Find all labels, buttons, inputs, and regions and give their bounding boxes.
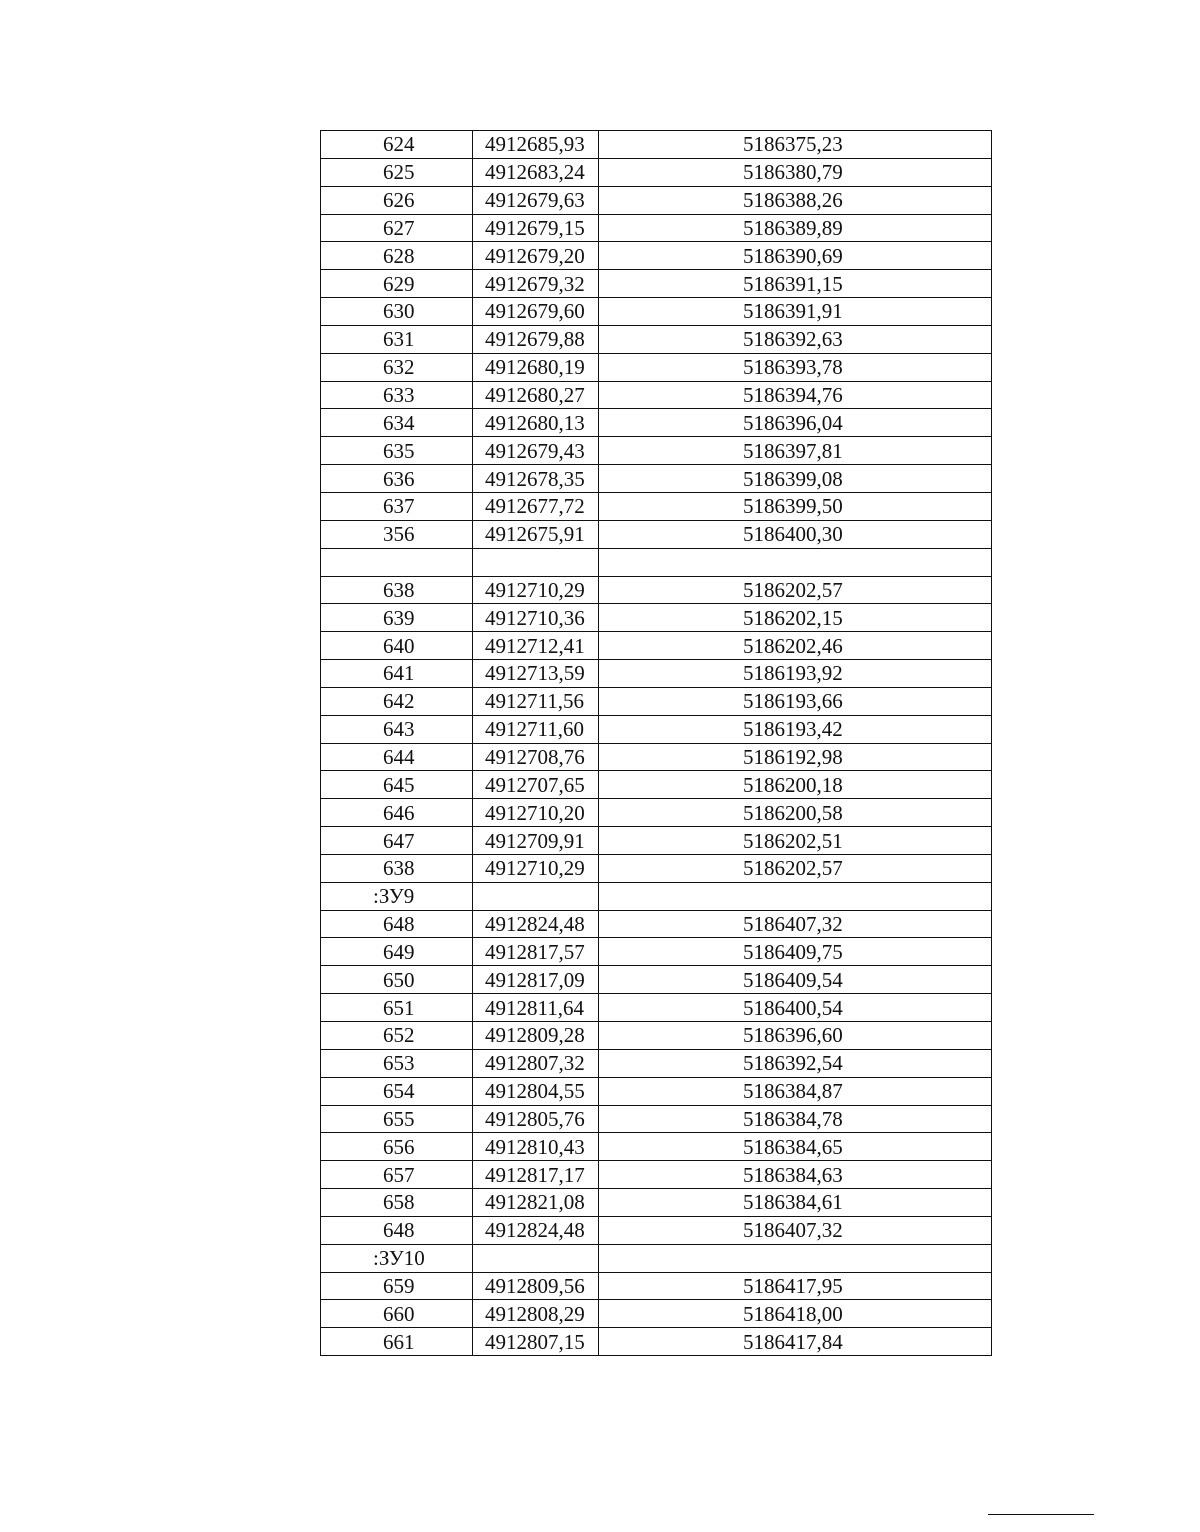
point-number-cell — [321, 548, 473, 576]
table-row — [321, 938, 992, 966]
x-coordinate-cell: 4912711,56 — [473, 687, 599, 715]
y-coordinate-cell: 5186390,69 — [599, 242, 992, 270]
table-row — [321, 1133, 992, 1161]
table-row — [321, 1300, 992, 1328]
x-coordinate-cell: 4912685,93 — [473, 131, 599, 159]
point-number-cell: 654 — [321, 1077, 473, 1105]
x-coordinate-cell: 4912817,57 — [473, 938, 599, 966]
table-row — [321, 214, 992, 242]
table-row — [321, 381, 992, 409]
point-number-cell: 637 — [321, 492, 473, 520]
x-coordinate-cell: 4912710,29 — [473, 576, 599, 604]
table-row — [321, 465, 992, 493]
x-coordinate-cell: 4912679,32 — [473, 270, 599, 298]
x-coordinate-cell: 4912679,63 — [473, 186, 599, 214]
point-number-cell: 630 — [321, 298, 473, 326]
point-number-cell: 648 — [321, 1216, 473, 1244]
y-coordinate-cell: 5186394,76 — [599, 381, 992, 409]
x-coordinate-cell — [473, 882, 599, 910]
x-coordinate-cell: 4912805,76 — [473, 1105, 599, 1133]
x-coordinate-cell: 4912712,41 — [473, 632, 599, 660]
table-row — [321, 492, 992, 520]
table-row — [321, 771, 992, 799]
section-label-cell: :ЗУ9 — [321, 882, 473, 910]
table-row — [321, 1216, 992, 1244]
y-coordinate-cell: 5186375,23 — [599, 131, 992, 159]
x-coordinate-cell: 4912677,72 — [473, 492, 599, 520]
point-number-cell: 661 — [321, 1328, 473, 1356]
point-number-cell: 634 — [321, 409, 473, 437]
y-coordinate-cell: 5186384,61 — [599, 1189, 992, 1217]
point-number-cell: 625 — [321, 158, 473, 186]
x-coordinate-cell: 4912807,15 — [473, 1328, 599, 1356]
table-row — [321, 1189, 992, 1217]
point-number-cell: 646 — [321, 799, 473, 827]
y-coordinate-cell: 5186202,57 — [599, 854, 992, 882]
point-number-cell: 627 — [321, 214, 473, 242]
table-row — [321, 242, 992, 270]
table-row — [321, 1105, 992, 1133]
x-coordinate-cell: 4912824,48 — [473, 1216, 599, 1244]
x-coordinate-cell: 4912804,55 — [473, 1077, 599, 1105]
y-coordinate-cell: 5186384,63 — [599, 1161, 992, 1189]
y-coordinate-cell: 5186202,46 — [599, 632, 992, 660]
x-coordinate-cell: 4912810,43 — [473, 1133, 599, 1161]
x-coordinate-cell: 4912824,48 — [473, 910, 599, 938]
y-coordinate-cell — [599, 548, 992, 576]
table-row — [321, 186, 992, 214]
y-coordinate-cell: 5186393,78 — [599, 353, 992, 381]
y-coordinate-cell: 5186384,87 — [599, 1077, 992, 1105]
table-row — [321, 325, 992, 353]
y-coordinate-cell: 5186399,50 — [599, 492, 992, 520]
x-coordinate-cell: 4912809,28 — [473, 1022, 599, 1050]
x-coordinate-cell: 4912817,17 — [473, 1161, 599, 1189]
point-number-cell: 638 — [321, 854, 473, 882]
point-number-cell: 657 — [321, 1161, 473, 1189]
table-row — [321, 715, 992, 743]
x-coordinate-cell: 4912710,36 — [473, 604, 599, 632]
y-coordinate-cell: 5186384,65 — [599, 1133, 992, 1161]
table-row — [321, 298, 992, 326]
x-coordinate-cell: 4912679,60 — [473, 298, 599, 326]
table-row — [321, 270, 992, 298]
table-row — [321, 1328, 992, 1356]
y-coordinate-cell: 5186400,54 — [599, 994, 992, 1022]
x-coordinate-cell — [473, 548, 599, 576]
y-coordinate-cell: 5186193,42 — [599, 715, 992, 743]
point-number-cell: 659 — [321, 1272, 473, 1300]
y-coordinate-cell: 5186397,81 — [599, 437, 992, 465]
x-coordinate-cell: 4912709,91 — [473, 827, 599, 855]
coordinates-table — [320, 130, 992, 1356]
x-coordinate-cell: 4912679,43 — [473, 437, 599, 465]
x-coordinate-cell: 4912679,15 — [473, 214, 599, 242]
point-number-cell: 647 — [321, 827, 473, 855]
point-number-cell: 655 — [321, 1105, 473, 1133]
x-coordinate-cell: 4912680,27 — [473, 381, 599, 409]
x-coordinate-cell: 4912821,08 — [473, 1189, 599, 1217]
x-coordinate-cell: 4912710,20 — [473, 799, 599, 827]
point-number-cell: 649 — [321, 938, 473, 966]
point-number-cell: 656 — [321, 1133, 473, 1161]
y-coordinate-cell: 5186409,54 — [599, 966, 992, 994]
y-coordinate-cell: 5186417,84 — [599, 1328, 992, 1356]
x-coordinate-cell: 4912683,24 — [473, 158, 599, 186]
table-row — [321, 994, 992, 1022]
table-row — [321, 437, 992, 465]
x-coordinate-cell: 4912707,65 — [473, 771, 599, 799]
table-row — [321, 1022, 992, 1050]
y-coordinate-cell — [599, 1244, 992, 1272]
y-coordinate-cell: 5186407,32 — [599, 1216, 992, 1244]
x-coordinate-cell: 4912811,64 — [473, 994, 599, 1022]
table-row — [321, 1161, 992, 1189]
x-coordinate-cell: 4912710,29 — [473, 854, 599, 882]
y-coordinate-cell: 5186202,57 — [599, 576, 992, 604]
point-number-cell: 651 — [321, 994, 473, 1022]
y-coordinate-cell: 5186396,60 — [599, 1022, 992, 1050]
y-coordinate-cell: 5186202,15 — [599, 604, 992, 632]
point-number-cell: 648 — [321, 910, 473, 938]
y-coordinate-cell: 5186391,91 — [599, 298, 992, 326]
y-coordinate-cell: 5186392,54 — [599, 1049, 992, 1077]
table-row — [321, 910, 992, 938]
y-coordinate-cell — [599, 882, 992, 910]
x-coordinate-cell: 4912678,35 — [473, 465, 599, 493]
y-coordinate-cell: 5186200,18 — [599, 771, 992, 799]
table-row — [321, 131, 992, 159]
point-number-cell: 660 — [321, 1300, 473, 1328]
point-number-cell: 626 — [321, 186, 473, 214]
y-coordinate-cell: 5186200,58 — [599, 799, 992, 827]
section-label-cell: :ЗУ10 — [321, 1244, 473, 1272]
y-coordinate-cell: 5186384,78 — [599, 1105, 992, 1133]
point-number-cell: 639 — [321, 604, 473, 632]
footer-rule — [988, 1514, 1094, 1515]
point-number-cell: 650 — [321, 966, 473, 994]
x-coordinate-cell: 4912809,56 — [473, 1272, 599, 1300]
y-coordinate-cell: 5186391,15 — [599, 270, 992, 298]
table-row — [321, 854, 992, 882]
point-number-cell: 641 — [321, 660, 473, 688]
y-coordinate-cell: 5186409,75 — [599, 938, 992, 966]
table-section-row — [321, 1244, 992, 1272]
point-number-cell: 643 — [321, 715, 473, 743]
point-number-cell: 658 — [321, 1189, 473, 1217]
y-coordinate-cell: 5186193,66 — [599, 687, 992, 715]
table-row — [321, 548, 992, 576]
table-row — [321, 604, 992, 632]
x-coordinate-cell: 4912713,59 — [473, 660, 599, 688]
point-number-cell: 636 — [321, 465, 473, 493]
x-coordinate-cell: 4912675,91 — [473, 520, 599, 548]
point-number-cell: 624 — [321, 131, 473, 159]
table-row — [321, 1272, 992, 1300]
x-coordinate-cell: 4912679,88 — [473, 325, 599, 353]
table-section-row — [321, 882, 992, 910]
x-coordinate-cell: 4912680,13 — [473, 409, 599, 437]
point-number-cell: 645 — [321, 771, 473, 799]
table-row — [321, 576, 992, 604]
coordinates-table-body — [321, 131, 992, 1356]
x-coordinate-cell: 4912807,32 — [473, 1049, 599, 1077]
point-number-cell: 653 — [321, 1049, 473, 1077]
table-row — [321, 799, 992, 827]
x-coordinate-cell: 4912679,20 — [473, 242, 599, 270]
y-coordinate-cell: 5186380,79 — [599, 158, 992, 186]
table-row — [321, 743, 992, 771]
point-number-cell: 633 — [321, 381, 473, 409]
point-number-cell: 642 — [321, 687, 473, 715]
table-row — [321, 632, 992, 660]
point-number-cell: 628 — [321, 242, 473, 270]
point-number-cell: 638 — [321, 576, 473, 604]
y-coordinate-cell: 5186388,26 — [599, 186, 992, 214]
x-coordinate-cell: 4912680,19 — [473, 353, 599, 381]
y-coordinate-cell: 5186202,51 — [599, 827, 992, 855]
point-number-cell: 629 — [321, 270, 473, 298]
point-number-cell: 640 — [321, 632, 473, 660]
table-row — [321, 1049, 992, 1077]
y-coordinate-cell: 5186400,30 — [599, 520, 992, 548]
point-number-cell: 632 — [321, 353, 473, 381]
y-coordinate-cell: 5186396,04 — [599, 409, 992, 437]
y-coordinate-cell: 5186418,00 — [599, 1300, 992, 1328]
point-number-cell: 652 — [321, 1022, 473, 1050]
table-row — [321, 520, 992, 548]
table-row — [321, 827, 992, 855]
y-coordinate-cell: 5186417,95 — [599, 1272, 992, 1300]
y-coordinate-cell: 5186399,08 — [599, 465, 992, 493]
table-row — [321, 1077, 992, 1105]
x-coordinate-cell: 4912817,09 — [473, 966, 599, 994]
x-coordinate-cell: 4912711,60 — [473, 715, 599, 743]
table-row — [321, 409, 992, 437]
y-coordinate-cell: 5186392,63 — [599, 325, 992, 353]
point-number-cell: 356 — [321, 520, 473, 548]
y-coordinate-cell: 5186193,92 — [599, 660, 992, 688]
table-row — [321, 660, 992, 688]
table-row — [321, 966, 992, 994]
x-coordinate-cell: 4912708,76 — [473, 743, 599, 771]
x-coordinate-cell: 4912808,29 — [473, 1300, 599, 1328]
point-number-cell: 631 — [321, 325, 473, 353]
point-number-cell: 644 — [321, 743, 473, 771]
point-number-cell: 635 — [321, 437, 473, 465]
table-row — [321, 353, 992, 381]
table-row — [321, 687, 992, 715]
y-coordinate-cell: 5186407,32 — [599, 910, 992, 938]
y-coordinate-cell: 5186192,98 — [599, 743, 992, 771]
x-coordinate-cell — [473, 1244, 599, 1272]
y-coordinate-cell: 5186389,89 — [599, 214, 992, 242]
table-row — [321, 158, 992, 186]
